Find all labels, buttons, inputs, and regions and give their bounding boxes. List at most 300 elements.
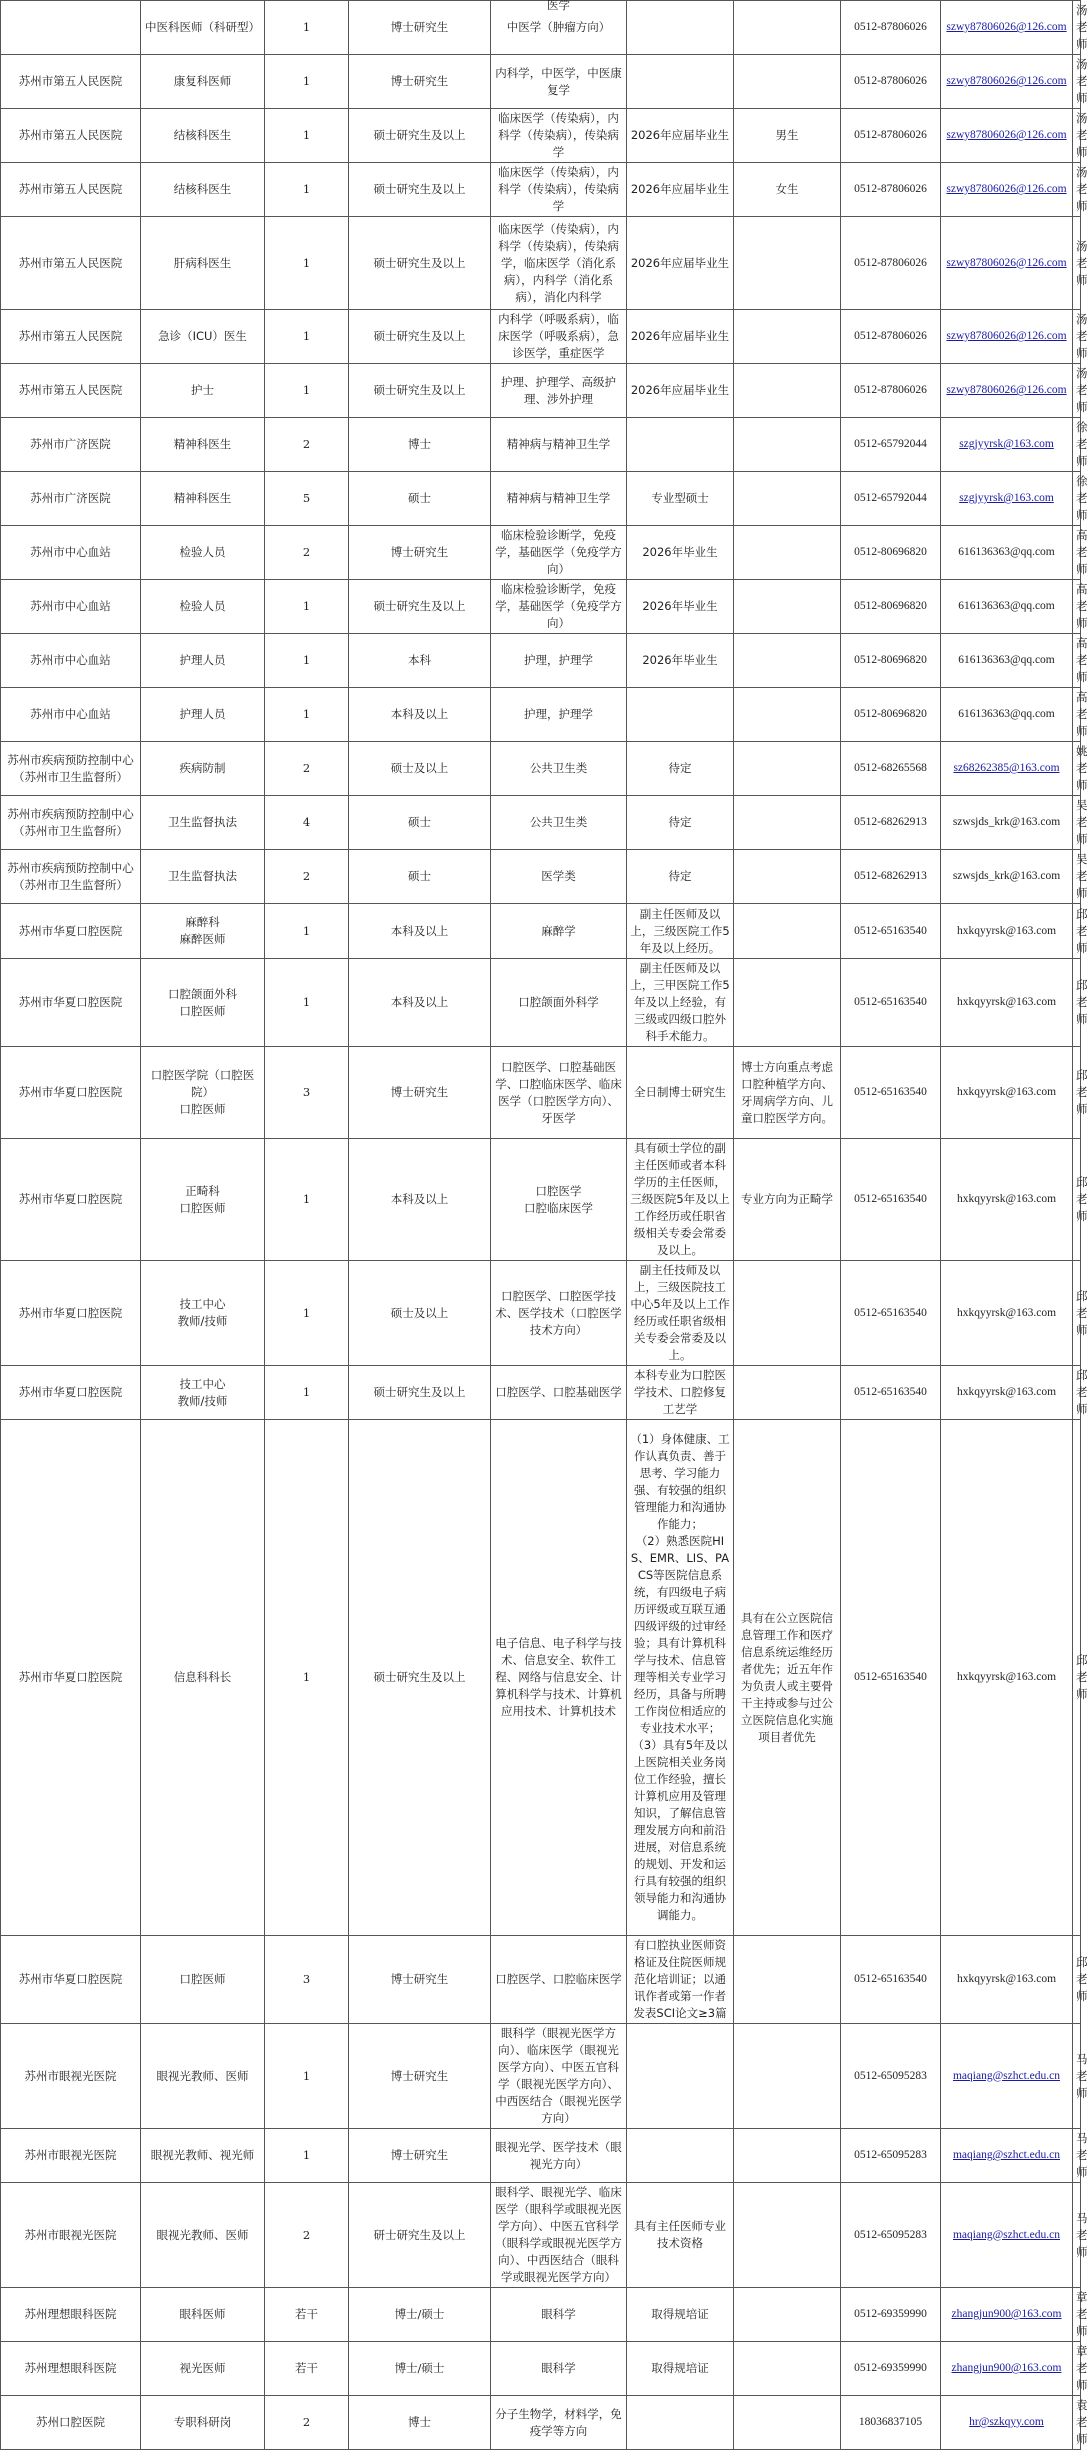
unit-cell: 苏州口腔医院 <box>1 2396 141 2450</box>
phone-cell: 18036837105 <box>841 2396 941 2450</box>
other-cell <box>734 310 841 364</box>
other-cell <box>734 580 841 634</box>
email-cell: 616136363@qq.com <box>941 526 1073 580</box>
email-cell[interactable]: hr@szkqyy.com <box>941 2396 1073 2450</box>
title-cell: 眼视光教师、视光师 <box>141 2129 265 2183</box>
contact-cell: 章老师 <box>1073 2288 1081 2342</box>
other-cell <box>734 2288 841 2342</box>
requirement-cell <box>627 2024 734 2129</box>
education-cell: 硕士研究生及以上 <box>349 1366 491 1420</box>
phone-cell: 0512-87806026 <box>841 55 941 109</box>
education-cell: 本科及以上 <box>349 1139 491 1261</box>
headcount-cell: 1 <box>265 634 349 688</box>
phone-cell: 0512-80696820 <box>841 634 941 688</box>
requirement-cell <box>627 418 734 472</box>
headcount-cell: 1 <box>265 163 349 217</box>
unit-cell: 苏州理想眼科医院 <box>1 2342 141 2396</box>
email-cell: hxkqyyrsk@163.com <box>941 1139 1073 1261</box>
major-cell: 口腔医学、口腔基础医学、口腔临床医学、临床医学（口腔医学方向）、牙医学 <box>491 1047 627 1139</box>
headcount-cell: 若干 <box>265 2288 349 2342</box>
title-cell: 精神科医生 <box>141 418 265 472</box>
major-cell: 口腔医学、口腔临床医学 <box>491 1936 627 2024</box>
phone-cell: 0512-65095283 <box>841 2183 941 2288</box>
unit-cell: 苏州市第五人民医院 <box>1 310 141 364</box>
email-cell: szwsjds_krk@163.com <box>941 850 1073 904</box>
major-cell: 眼科学（眼视光医学方向）、临床医学（眼视光医学方向）、中医五官科学（眼视光医学方向）、中西医结合（眼视光医学方向） <box>491 2024 627 2129</box>
phone-cell: 0512-65163540 <box>841 959 941 1047</box>
unit-cell: 苏州理想眼科医院 <box>1 2288 141 2342</box>
other-cell <box>734 2024 841 2129</box>
contact-cell: 章老师 <box>1073 2342 1081 2396</box>
unit-cell: 苏州市眼视光医院 <box>1 2183 141 2288</box>
headcount-cell: 2 <box>265 850 349 904</box>
requirement-cell: 待定 <box>627 850 734 904</box>
major-cell: 临床医学（传染病），内科学（传染病），传染病学，临床医学（消化系病），内科学（消化系病），消化内科学 <box>491 217 627 310</box>
phone-cell: 0512-80696820 <box>841 688 941 742</box>
major-cell: 护理，护理学 <box>491 688 627 742</box>
major-cell: 麻醉学 <box>491 904 627 959</box>
title-cell: 肝病科医生 <box>141 217 265 310</box>
other-cell <box>734 2129 841 2183</box>
email-cell[interactable]: szwy87806026@126.com <box>941 1 1073 55</box>
education-cell: 本科及以上 <box>349 959 491 1047</box>
title-cell: 检验人员 <box>141 580 265 634</box>
title-cell: 结核科医生 <box>141 109 265 163</box>
requirement-cell: 有口腔执业医师资格证及住院医师规范化培训证；以通讯作者或第一作者发表SCI论文≥3篇 <box>627 1936 734 2024</box>
major-cell: 医学 中医学（肿瘤方向） <box>491 1 627 55</box>
headcount-cell: 5 <box>265 472 349 526</box>
other-cell <box>734 796 841 850</box>
major-cell: 眼科学 <box>491 2342 627 2396</box>
requirement-cell: 取得规培证 <box>627 2342 734 2396</box>
headcount-cell: 1 <box>265 109 349 163</box>
unit-cell: 苏州市眼视光医院 <box>1 2024 141 2129</box>
table-row <box>1 1 1081 55</box>
requirement-cell: 副主任技师及以上，三级医院技工中心5年及以上工作经历或任职省级相关专委会常委及以上。 <box>627 1261 734 1366</box>
other-cell <box>734 959 841 1047</box>
major-cell: 分子生物学，材料学，免疫学等方向 <box>491 2396 627 2450</box>
headcount-cell: 1 <box>265 310 349 364</box>
requirement-cell: 2026年应届毕业生 <box>627 364 734 418</box>
title-cell: 急诊（ICU）医生 <box>141 310 265 364</box>
other-cell <box>734 688 841 742</box>
phone-cell: 0512-80696820 <box>841 580 941 634</box>
email-cell: szwsjds_krk@163.com <box>941 796 1073 850</box>
education-cell: 博士研究生 <box>349 1 491 55</box>
table-row <box>1 526 1081 580</box>
email-cell[interactable]: zhangjun900@163.com <box>941 2288 1073 2342</box>
title-cell: 麻醉科 麻醉医师 <box>141 904 265 959</box>
headcount-cell: 1 <box>265 55 349 109</box>
major-cell: 内科学，中医学，中医康复学 <box>491 55 627 109</box>
unit-cell: 苏州市第五人民医院 <box>1 163 141 217</box>
education-cell: 本科 <box>349 634 491 688</box>
table-row <box>1 904 1081 959</box>
education-cell: 博士研究生 <box>349 1047 491 1139</box>
table-row <box>1 310 1081 364</box>
table-row <box>1 959 1081 1047</box>
requirement-cell <box>627 1 734 55</box>
contact-cell: 高老师 <box>1073 688 1081 742</box>
requirement-cell <box>627 2129 734 2183</box>
other-cell <box>734 1 841 55</box>
education-cell: 硕士研究生及以上 <box>349 580 491 634</box>
major-cell: 公共卫生类 <box>491 742 627 796</box>
contact-cell: 邱老师 <box>1073 1139 1081 1261</box>
contact-cell: 姚老师 <box>1073 742 1081 796</box>
headcount-cell: 2 <box>265 2183 349 2288</box>
other-cell: 男生 <box>734 109 841 163</box>
headcount-cell: 2 <box>265 742 349 796</box>
education-cell: 博士研究生 <box>349 2129 491 2183</box>
title-cell: 精神科医生 <box>141 472 265 526</box>
table-row <box>1 163 1081 217</box>
headcount-cell: 3 <box>265 1047 349 1139</box>
unit-cell: 苏州市华夏口腔医院 <box>1 1420 141 1936</box>
headcount-cell: 1 <box>265 364 349 418</box>
title-cell: 专职科研岗 <box>141 2396 265 2450</box>
email-cell[interactable]: zhangjun900@163.com <box>941 2342 1073 2396</box>
unit-cell: 苏州市华夏口腔医院 <box>1 1139 141 1261</box>
unit-cell: 苏州市疾病预防控制中心（苏州市卫生监督所） <box>1 850 141 904</box>
requirement-cell <box>627 2396 734 2450</box>
education-cell: 硕士研究生及以上 <box>349 109 491 163</box>
title-cell: 口腔颌面外科 口腔医师 <box>141 959 265 1047</box>
contact-cell: 汤老师 <box>1073 163 1081 217</box>
headcount-cell: 2 <box>265 526 349 580</box>
requirement-cell: 2026年应届毕业生 <box>627 109 734 163</box>
unit-cell: 苏州市华夏口腔医院 <box>1 904 141 959</box>
title-cell: 眼视光教师、医师 <box>141 2024 265 2129</box>
table-row <box>1 1366 1081 1420</box>
other-cell <box>734 1261 841 1366</box>
requirement-cell: （1）身体健康、工作认真负责、善于思考、学习能力强、有较强的组织管理能力和沟通协作能力； （2）熟悉医院HIS、EMR、LIS、PACS等医院信息系统，有四级电子病历评级或互联互通四级评级的过审经验；具有计算机科学与技术、信息管理等相关专业学习经历，具备与所聘工作岗位相适应的专业技术水平； （3）具有5年及以上医院相关业务岗位工作经验，擅长计算机应用及管理知识，了解信息管理发展方向和前沿进展，对信息系统的规划、开发和运行具有较强的组织领导能力和沟通协调能力。 <box>627 1420 734 1936</box>
title-cell: 卫生监督执法 <box>141 850 265 904</box>
email-cell: 616136363@qq.com <box>941 688 1073 742</box>
major-cell: 精神病与精神卫生学 <box>491 418 627 472</box>
headcount-cell: 3 <box>265 1936 349 2024</box>
unit-cell: 苏州市中心血站 <box>1 634 141 688</box>
education-cell: 博士 <box>349 418 491 472</box>
headcount-cell: 1 <box>265 1139 349 1261</box>
email-cell[interactable]: szgjyyrsk@163.com <box>941 418 1073 472</box>
email-cell[interactable]: sz68262385@163.com <box>941 742 1073 796</box>
education-cell: 硕士 <box>349 472 491 526</box>
email-cell: hxkqyyrsk@163.com <box>941 959 1073 1047</box>
email-cell: hxkqyyrsk@163.com <box>941 1936 1073 2024</box>
unit-cell: 苏州市华夏口腔医院 <box>1 1936 141 2024</box>
requirement-cell: 2026年毕业生 <box>627 634 734 688</box>
title-cell: 正畸科 口腔医师 <box>141 1139 265 1261</box>
requirement-cell: 待定 <box>627 742 734 796</box>
headcount-cell: 1 <box>265 959 349 1047</box>
education-cell: 博士 <box>349 2396 491 2450</box>
title-cell: 护理人员 <box>141 634 265 688</box>
table-row <box>1 2288 1081 2342</box>
table-row <box>1 796 1081 850</box>
contact-cell: 邱老师 <box>1073 1366 1081 1420</box>
contact-cell: 汤老师 <box>1073 217 1081 310</box>
education-cell: 硕士研究生及以上 <box>349 364 491 418</box>
education-cell: 本科及以上 <box>349 688 491 742</box>
phone-cell: 0512-87806026 <box>841 364 941 418</box>
phone-cell: 0512-65095283 <box>841 2129 941 2183</box>
headcount-cell: 1 <box>265 2129 349 2183</box>
table-row <box>1 1261 1081 1366</box>
unit-cell: 苏州市第五人民医院 <box>1 109 141 163</box>
unit-cell: 苏州市第五人民医院 <box>1 55 141 109</box>
phone-cell: 0512-65163540 <box>841 1261 941 1366</box>
education-cell: 硕士研究生及以上 <box>349 217 491 310</box>
major-cell: 口腔颌面外科学 <box>491 959 627 1047</box>
other-cell <box>734 526 841 580</box>
email-cell[interactable]: szwy87806026@126.com <box>941 364 1073 418</box>
unit-cell: 苏州市第五人民医院 <box>1 217 141 310</box>
contact-cell: 邱老师 <box>1073 904 1081 959</box>
major-cell: 口腔医学、口腔基础医学 <box>491 1366 627 1420</box>
contact-cell: 汤老师 <box>1073 364 1081 418</box>
requirement-cell: 具有硕士学位的副主任医师或者本科学历的主任医师，三级医院5年及以上工作经历或任职省级相关专委会常委及以上。 <box>627 1139 734 1261</box>
requirement-cell: 副主任医师及以上，三级医院工作5年及以上经历。 <box>627 904 734 959</box>
requirement-cell: 本科专业为口腔医学技术、口腔修复工艺学 <box>627 1366 734 1420</box>
phone-cell: 0512-65095283 <box>841 2024 941 2129</box>
email-cell[interactable]: szwy87806026@126.com <box>941 163 1073 217</box>
unit-cell: 苏州市广济医院 <box>1 472 141 526</box>
other-cell <box>734 742 841 796</box>
major-cell: 精神病与精神卫生学 <box>491 472 627 526</box>
other-cell <box>734 364 841 418</box>
contact-cell: 徐老师 <box>1073 472 1081 526</box>
other-cell <box>734 55 841 109</box>
contact-cell: 邱老师 <box>1073 1047 1081 1139</box>
contact-cell: 袁老师 <box>1073 2396 1081 2450</box>
education-cell: 博士研究生 <box>349 2024 491 2129</box>
title-cell: 口腔医师 <box>141 1936 265 2024</box>
email-cell[interactable]: szgjyyrsk@163.com <box>941 472 1073 526</box>
other-cell <box>734 904 841 959</box>
requirement-cell <box>627 55 734 109</box>
headcount-cell: 1 <box>265 1 349 55</box>
major-cell: 眼科学、眼视光学、临床医学（眼科学或眼视光医学方向）、中医五官科学（眼科学或眼视光医学方向）、中西医结合（眼科学或眼视光医学方向） <box>491 2183 627 2288</box>
table-row <box>1 2342 1081 2396</box>
major-cell: 临床医学（传染病），内科学（传染病），传染病学 <box>491 163 627 217</box>
phone-cell: 0512-69359990 <box>841 2342 941 2396</box>
requirement-cell: 待定 <box>627 796 734 850</box>
title-cell: 康复科医师 <box>141 55 265 109</box>
education-cell: 硕士研究生及以上 <box>349 1420 491 1936</box>
table-row <box>1 580 1081 634</box>
education-cell: 博士研究生 <box>349 55 491 109</box>
table-row <box>1 55 1081 109</box>
table-row <box>1 742 1081 796</box>
other-cell <box>734 418 841 472</box>
table-row <box>1 2183 1081 2288</box>
title-cell: 技工中心 教师/技师 <box>141 1366 265 1420</box>
other-cell: 专业方向为正畸学 <box>734 1139 841 1261</box>
contact-cell: 汤老师 <box>1073 109 1081 163</box>
email-cell: 616136363@qq.com <box>941 634 1073 688</box>
title-cell: 卫生监督执法 <box>141 796 265 850</box>
title-cell: 中医科医师（科研型） <box>141 1 265 55</box>
unit-cell: 苏州市广济医院 <box>1 418 141 472</box>
unit-cell: 苏州市华夏口腔医院 <box>1 1366 141 1420</box>
contact-cell: 汤老师 <box>1073 1 1081 55</box>
title-cell: 眼视光教师、医师 <box>141 2183 265 2288</box>
phone-cell: 0512-65163540 <box>841 1047 941 1139</box>
education-cell: 硕士 <box>349 796 491 850</box>
requirement-cell: 2026年应届毕业生 <box>627 310 734 364</box>
email-cell[interactable]: szwy87806026@126.com <box>941 109 1073 163</box>
education-cell: 硕士 <box>349 850 491 904</box>
table-row <box>1 1420 1081 1936</box>
major-cell: 临床检验诊断学，免疫学，基础医学（免疫学方向） <box>491 526 627 580</box>
table-row <box>1 688 1081 742</box>
headcount-cell: 1 <box>265 1420 349 1936</box>
contact-cell: 邱老师 <box>1073 1420 1081 1936</box>
major-cell: 眼科学 <box>491 2288 627 2342</box>
email-cell[interactable]: szwy87806026@126.com <box>941 55 1073 109</box>
other-cell <box>734 2183 841 2288</box>
table-row <box>1 2129 1081 2183</box>
education-cell: 研士研究生及以上 <box>349 2183 491 2288</box>
email-cell[interactable]: szwy87806026@126.com <box>941 310 1073 364</box>
title-cell: 口腔医学院（口腔医院） 口腔医师 <box>141 1047 265 1139</box>
table-row <box>1 418 1081 472</box>
phone-cell: 0512-87806026 <box>841 163 941 217</box>
education-cell: 博士/硕士 <box>349 2342 491 2396</box>
phone-cell: 0512-65792044 <box>841 418 941 472</box>
other-cell <box>734 634 841 688</box>
major-cell: 临床医学（传染病），内科学（传染病），传染病学 <box>491 109 627 163</box>
table-row <box>1 109 1081 163</box>
title-cell: 检验人员 <box>141 526 265 580</box>
table-row <box>1 217 1081 310</box>
education-cell: 硕士研究生及以上 <box>349 310 491 364</box>
requirement-cell <box>627 688 734 742</box>
email-cell: hxkqyyrsk@163.com <box>941 1047 1073 1139</box>
education-cell: 硕士及以上 <box>349 742 491 796</box>
education-cell: 硕士及以上 <box>349 1261 491 1366</box>
phone-cell: 0512-87806026 <box>841 310 941 364</box>
other-cell: 女生 <box>734 163 841 217</box>
other-cell <box>734 850 841 904</box>
headcount-cell: 1 <box>265 2024 349 2129</box>
headcount-cell: 1 <box>265 904 349 959</box>
headcount-cell: 若干 <box>265 2342 349 2396</box>
table-row <box>1 2024 1081 2129</box>
email-cell: hxkqyyrsk@163.com <box>941 1261 1073 1366</box>
unit-cell: 苏州市中心血站 <box>1 688 141 742</box>
education-cell: 博士/硕士 <box>349 2288 491 2342</box>
contact-cell: 马老师 <box>1073 2024 1081 2129</box>
unit-cell: 苏州市华夏口腔医院 <box>1 959 141 1047</box>
email-cell: hxkqyyrsk@163.com <box>941 904 1073 959</box>
requirement-cell: 2026年毕业生 <box>627 526 734 580</box>
major-cell: 医学类 <box>491 850 627 904</box>
other-cell <box>734 1366 841 1420</box>
requirement-cell: 具有主任医师专业技术资格 <box>627 2183 734 2288</box>
other-cell <box>734 472 841 526</box>
phone-cell: 0512-80696820 <box>841 526 941 580</box>
requirement-cell: 全日制博士研究生 <box>627 1047 734 1139</box>
table-row <box>1 1139 1081 1261</box>
education-cell: 本科及以上 <box>349 904 491 959</box>
email-cell: hxkqyyrsk@163.com <box>941 1420 1073 1936</box>
email-cell: 616136363@qq.com <box>941 580 1073 634</box>
unit-cell: 苏州市第五人民医院 <box>1 364 141 418</box>
table-row <box>1 364 1081 418</box>
title-cell: 护士 <box>141 364 265 418</box>
phone-cell: 0512-87806026 <box>841 109 941 163</box>
title-cell: 护理人员 <box>141 688 265 742</box>
phone-cell: 0512-65163540 <box>841 1420 941 1936</box>
phone-cell: 0512-69359990 <box>841 2288 941 2342</box>
phone-cell: 0512-65163540 <box>841 1366 941 1420</box>
contact-cell: 高老师 <box>1073 526 1081 580</box>
phone-cell: 0512-68265568 <box>841 742 941 796</box>
table-row <box>1 472 1081 526</box>
contact-cell: 马老师 <box>1073 2183 1081 2288</box>
other-cell <box>734 2342 841 2396</box>
title-cell: 疾病防制 <box>141 742 265 796</box>
phone-cell: 0512-87806026 <box>841 1 941 55</box>
other-cell: 具有在公立医院信息管理工作和医疗信息系统运维经历者优先；近五年作为负责人或主要骨干主持或参与过公立医院信息化实施项目者优先 <box>734 1420 841 1936</box>
phone-cell: 0512-65163540 <box>841 1139 941 1261</box>
phone-cell: 0512-65792044 <box>841 472 941 526</box>
requirement-cell: 2026年应届毕业生 <box>627 163 734 217</box>
email-cell[interactable]: maqiang@szhct.edu.cn <box>941 2183 1073 2288</box>
contact-cell: 高老师 <box>1073 634 1081 688</box>
phone-cell: 0512-87806026 <box>841 217 941 310</box>
major-cell: 临床检验诊断学，免疫学，基础医学（免疫学方向） <box>491 580 627 634</box>
email-cell[interactable]: maqiang@szhct.edu.cn <box>941 2024 1073 2129</box>
education-cell: 博士研究生 <box>349 1936 491 2024</box>
other-cell: 博士方向重点考虑口腔种植学方向、牙周病学方向、儿童口腔医学方向。 <box>734 1047 841 1139</box>
education-cell: 博士研究生 <box>349 526 491 580</box>
requirement-cell: 副主任医师及以上，三甲医院工作5年及以上经验，有三级或四级口腔外科手术能力。 <box>627 959 734 1047</box>
major-cell: 护理、护理学、高级护理、涉外护理 <box>491 364 627 418</box>
education-cell: 硕士研究生及以上 <box>349 163 491 217</box>
contact-cell: 高老师 <box>1073 580 1081 634</box>
email-cell[interactable]: maqiang@szhct.edu.cn <box>941 2129 1073 2183</box>
contact-cell: 汤老师 <box>1073 55 1081 109</box>
headcount-cell: 2 <box>265 418 349 472</box>
major-cell: 护理，护理学 <box>491 634 627 688</box>
email-cell: hxkqyyrsk@163.com <box>941 1366 1073 1420</box>
phone-cell: 0512-68262913 <box>841 850 941 904</box>
major-cell: 眼视光学、医学技术（眼视光方向） <box>491 2129 627 2183</box>
major-cell: 口腔医学 口腔临床医学 <box>491 1139 627 1261</box>
contact-cell: 吴老师 <box>1073 796 1081 850</box>
contact-cell: 马老师 <box>1073 2129 1081 2183</box>
major-cell: 公共卫生类 <box>491 796 627 850</box>
other-cell <box>734 217 841 310</box>
table-row <box>1 1936 1081 2024</box>
unit-cell: 苏州市疾病预防控制中心（苏州市卫生监督所） <box>1 796 141 850</box>
headcount-cell: 2 <box>265 2396 349 2450</box>
contact-cell: 徐老师 <box>1073 418 1081 472</box>
phone-cell: 0512-65163540 <box>841 904 941 959</box>
headcount-cell: 1 <box>265 580 349 634</box>
title-cell: 信息科科长 <box>141 1420 265 1936</box>
requirement-cell: 专业型硕士 <box>627 472 734 526</box>
major-cell: 口腔医学、口腔医学技术、医学技术（口腔医学技术方向） <box>491 1261 627 1366</box>
email-cell[interactable]: szwy87806026@126.com <box>941 217 1073 310</box>
unit-cell <box>1 1 141 55</box>
major-cell: 电子信息、电子科学与技术、信息安全、软件工程、网络与信息安全、计算机科学与技术、计算机应用技术、计算机技术 <box>491 1420 627 1936</box>
requirement-cell: 取得规培证 <box>627 2288 734 2342</box>
phone-cell: 0512-68262913 <box>841 796 941 850</box>
